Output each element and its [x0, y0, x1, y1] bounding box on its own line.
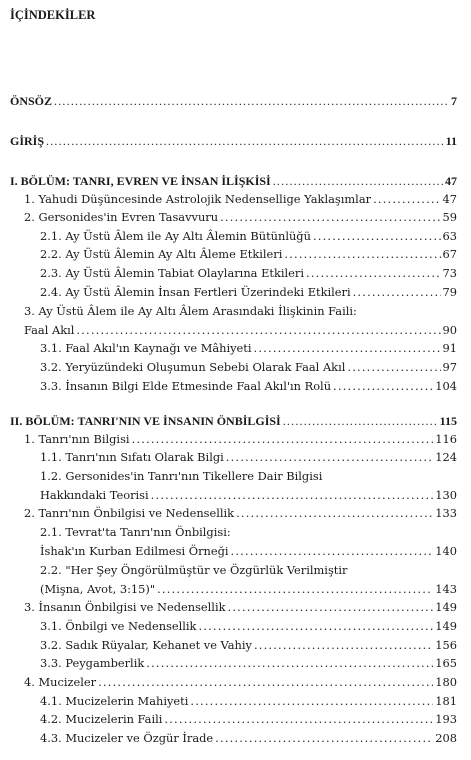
- toc-entry-label: 3. İnsanın Önbilgisi ve Nedensellik: [24, 600, 226, 614]
- toc-entry-label: 2.3. Ay Üstü Âlemin Tabiat Olaylarına Etkileri: [40, 266, 304, 280]
- toc-entry-page: 79: [442, 285, 457, 299]
- toc-entry-page: 90: [442, 323, 457, 337]
- toc-leader-dots: [157, 582, 433, 596]
- toc-entry-page: 208: [435, 731, 457, 745]
- toc-entry[interactable]: [0, 561, 471, 577]
- toc-entry-label: 2. Tanrı'nın Önbilgisi ve Nedensellik: [24, 506, 235, 520]
- toc-leader-dots: [46, 134, 444, 148]
- toc-entry-label: 3.2. Sadık Rüyalar, Kehanet ve Vahiy: [40, 638, 252, 652]
- toc-entry[interactable]: [0, 412, 471, 428]
- toc-entry-label: 1.1. Tanrı'nın Sıfatı Olarak Bilgi: [40, 450, 224, 464]
- toc-leader-dots: [347, 360, 440, 374]
- toc-entry-label: 3. Ay Üstü Âlem ile Ay Altı Âlem Arasındaki İlişkinin Faili:: [24, 304, 357, 318]
- toc-entry-label: (Mişna, Avot, 3:15)": [40, 582, 156, 596]
- toc-entry-page: 181: [435, 694, 457, 708]
- toc-entry-label: 2.2. "Her Şey Öngörülmüştür ve Özgürlük Verilmiştir: [40, 563, 348, 577]
- toc-entry[interactable]: [0, 227, 471, 243]
- toc-entry-page: 97: [442, 360, 457, 374]
- toc-entry-page: 165: [435, 656, 457, 670]
- toc-leader-dots: [254, 341, 441, 355]
- toc-leader-dots: [313, 229, 441, 243]
- toc-entry-page: 47: [445, 174, 457, 188]
- toc-entry[interactable]: [0, 448, 471, 464]
- toc-entry[interactable]: [0, 264, 471, 280]
- toc-entry-page: 143: [435, 582, 457, 596]
- toc-leader-dots: [76, 323, 440, 337]
- toc-entry-page: 67: [442, 247, 457, 261]
- toc-entry-label: 4.2. Mucizelerin Faili: [40, 712, 163, 726]
- toc-entry-label: 1. Tanrı'nın Bilgisi: [24, 432, 130, 446]
- toc-entry-label: 3.3. İnsanın Bilgi Elde Etmesinde Faal Akıl'ın Rolü: [40, 379, 332, 393]
- toc-leader-dots: [273, 174, 443, 188]
- toc-entry-label: 3.1. Faal Akıl'ın Kaynağı ve Mâhiyeti: [40, 341, 252, 355]
- toc-leader-dots: [283, 414, 438, 428]
- toc-entry[interactable]: [0, 580, 471, 596]
- toc-entry[interactable]: [0, 636, 471, 652]
- toc-entry[interactable]: [0, 542, 471, 558]
- toc-entry[interactable]: [0, 208, 471, 224]
- toc-entry-page: 47: [442, 192, 457, 206]
- toc-entry[interactable]: [0, 617, 471, 633]
- toc-entry-page: 7: [451, 94, 457, 108]
- toc-entry-page: 130: [435, 488, 457, 502]
- toc-entry-label: 1. Yahudi Düşüncesinde Astrolojik Nedensellige Yaklaşımlar: [24, 192, 372, 206]
- page-title: İÇİNDEKİLER: [10, 8, 96, 22]
- toc-entry-page: 104: [435, 379, 457, 393]
- toc-entry[interactable]: [0, 132, 471, 148]
- toc-entry-page: 193: [435, 712, 457, 726]
- toc-entry-label: ÖNSÖZ: [10, 94, 53, 108]
- toc-entry-label: 2.4. Ay Üstü Âlemin İnsan Fertleri Üzerindeki Etkileri: [40, 285, 351, 299]
- toc-entry[interactable]: [0, 377, 471, 393]
- toc-entry-page: 73: [442, 266, 457, 280]
- toc-entry-page: 156: [435, 638, 457, 652]
- toc-entry-page: 124: [435, 450, 457, 464]
- toc-entry[interactable]: [0, 486, 471, 502]
- toc-entry[interactable]: [0, 283, 471, 299]
- toc-leader-dots: [226, 450, 433, 464]
- toc-leader-dots: [220, 210, 440, 224]
- toc-entry-label: 1.2. Gersonides'in Tanrı'nın Tikellere Dair Bilgisi: [40, 469, 323, 483]
- toc-entry-label: 3.2. Yeryüzündeki Oluşumun Sebebi Olarak Faal Akıl: [40, 360, 346, 374]
- toc-entry[interactable]: [0, 504, 471, 520]
- toc-leader-dots: [132, 432, 434, 446]
- toc-entry-label: İshak'ın Kurban Edilmesi Örneği: [40, 544, 229, 558]
- toc-entry-label: Hakkındaki Teorisi: [40, 488, 149, 502]
- toc-entry-label: 2. Gersonides'in Evren Tasavvuru: [24, 210, 219, 224]
- toc-entry[interactable]: [0, 245, 471, 261]
- toc-leader-dots: [231, 544, 434, 558]
- toc-entry[interactable]: [0, 729, 471, 745]
- toc-entry-page: 11: [445, 134, 457, 148]
- toc-entry[interactable]: [0, 692, 471, 708]
- toc-entry-page: 149: [435, 619, 457, 633]
- toc-entry[interactable]: [0, 430, 471, 446]
- toc-entry[interactable]: [0, 598, 471, 614]
- toc-entry-page: 115: [439, 414, 457, 428]
- toc-entry-page: 149: [435, 600, 457, 614]
- toc-entry[interactable]: [0, 673, 471, 689]
- toc-entry-page: 116: [435, 432, 457, 446]
- toc-leader-dots: [54, 94, 449, 108]
- toc-entry-label: 2.1. Tevrat'ta Tanrı'nın Önbilgisi:: [40, 525, 231, 539]
- toc-entry-label: 3.3. Peygamberlik: [40, 656, 145, 670]
- toc-entry[interactable]: [0, 302, 471, 318]
- toc-entry-page: 133: [435, 506, 457, 520]
- toc-entry-label: 3.1. Önbilgi ve Nedensellik: [40, 619, 197, 633]
- toc-leader-dots: [146, 656, 433, 670]
- toc-entry-page: 180: [435, 675, 457, 689]
- toc-leader-dots: [333, 379, 433, 393]
- toc-entry[interactable]: [0, 358, 471, 374]
- toc-leader-dots: [98, 675, 433, 689]
- toc-entry-label: 4.3. Mucizeler ve Özgür İrade: [40, 731, 214, 745]
- toc-leader-dots: [236, 506, 433, 520]
- toc-entry-label: 2.1. Ay Üstü Âlem ile Ay Altı Âlemin Bütünlüğü: [40, 229, 311, 243]
- toc-leader-dots: [215, 731, 433, 745]
- toc-entry[interactable]: [0, 523, 471, 539]
- toc-entry-label: I. BÖLÜM: TANRI, EVREN VE İNSAN İLİŞKİSİ: [10, 174, 271, 188]
- toc-entry[interactable]: [0, 467, 471, 483]
- toc-entry-page: 59: [442, 210, 457, 224]
- toc-entry-label: 4. Mucizeler: [24, 675, 97, 689]
- toc-leader-dots: [151, 488, 434, 502]
- toc-entry-label: II. BÖLÜM: TANRI'NIN VE İNSANIN ÖNBİLGİSİ: [10, 414, 281, 428]
- toc-leader-dots: [373, 192, 440, 206]
- toc-entry[interactable]: [0, 92, 471, 108]
- toc-entry-label: Faal Akıl: [24, 323, 75, 337]
- toc-entry-page: 140: [435, 544, 457, 558]
- toc-leader-dots: [190, 694, 433, 708]
- toc-entry[interactable]: [0, 654, 471, 670]
- toc-leader-dots: [198, 619, 433, 633]
- toc-entry[interactable]: [0, 190, 471, 206]
- toc-entry-label: 4.1. Mucizelerin Mahiyeti: [40, 694, 189, 708]
- toc-entry-page: 91: [442, 341, 457, 355]
- toc-entry-label: 2.2. Ay Üstü Âlemin Ay Altı Âleme Etkileri: [40, 247, 283, 261]
- toc-leader-dots: [227, 600, 433, 614]
- toc-leader-dots: [164, 712, 433, 726]
- toc-entry[interactable]: [0, 172, 471, 188]
- toc-entry-label: GİRİŞ: [10, 134, 45, 148]
- toc-leader-dots: [254, 638, 433, 652]
- toc-entry[interactable]: [0, 339, 471, 355]
- toc-leader-dots: [306, 266, 441, 280]
- toc-entry-page: 63: [442, 229, 457, 243]
- toc-entry[interactable]: [0, 710, 471, 726]
- toc-leader-dots: [353, 285, 441, 299]
- toc-leader-dots: [284, 247, 440, 261]
- toc-entry[interactable]: [0, 321, 471, 337]
